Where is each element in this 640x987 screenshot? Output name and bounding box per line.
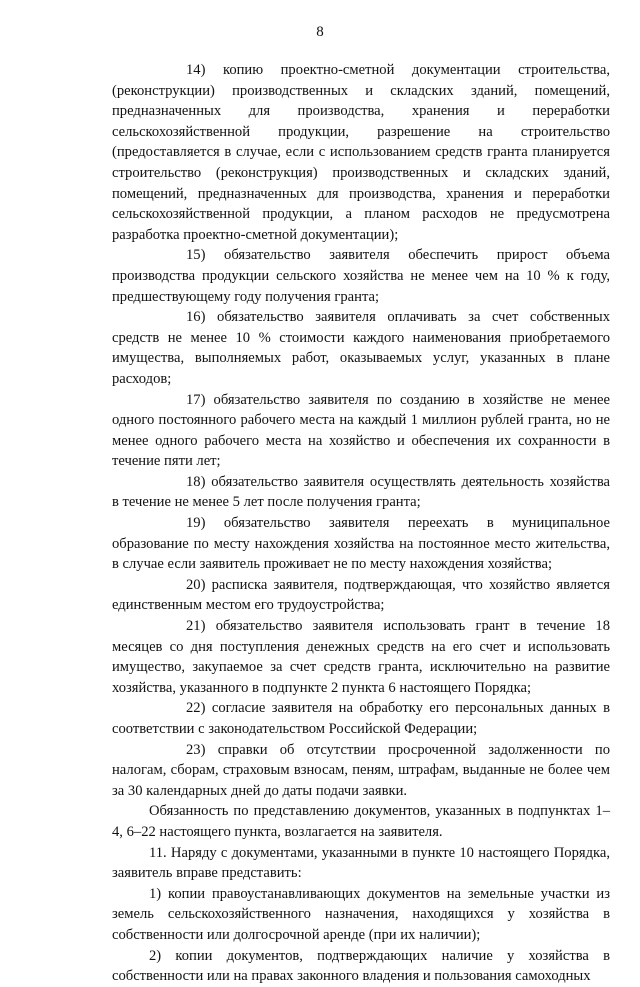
list-item-14 — [112, 60, 610, 245]
item-text: копию проектно-сметной документации строительства, (реконструкции) производственных и складских зданий, помещений, предназначенных для производства, хранения и переработки сельскохозяйственной продукции, разрешение на строительство (предоставляется в случае, если с использованием средств гранта планируется строительство (реконструкция) производственных и складских зданий, помещений, предназначенных для производства, хранения и переработки сельскохозяйственной продукции, а планом расходов не предусмотрена разработка проектно-сметной документации); — [112, 62, 610, 243]
obligation-paragraph — [112, 801, 610, 842]
section-11-paragraph — [112, 843, 610, 884]
paragraph-text: 11. Наряду с документами, указанными в пункте 10 настоящего Порядка, заявитель вправе представить: — [112, 844, 610, 882]
item-number: 20) — [186, 576, 206, 593]
item-text: обязательство заявителя оплачивать за счет собственных средств не менее 10 % стоимости каждого наименования приобретаемого имущества, выполняемых работ, оказываемых услуг, указанных в плане расходов; — [112, 309, 610, 387]
list-item-22 — [112, 698, 610, 739]
list-item-15 — [112, 245, 610, 307]
list-item-18 — [112, 472, 610, 513]
paragraph-text: 2) копии документов, подтверждающих наличие у хозяйства в собственности или на правах законного владения и пользования самоходных — [112, 947, 610, 985]
item-number: 16) — [186, 309, 206, 326]
list-item-16 — [112, 307, 610, 389]
item-text: обязательство заявителя переехать в муниципальное образование по месту нахождения хозяйства на постоянное место жительства, в случае если заявитель проживает не по месту нахождения хозяйства; — [112, 515, 610, 573]
item-text: обязательство заявителя по созданию в хозяйстве не менее одного постоянного рабочего места на каждый 1 миллион рублей гранта, но не менее одного рабочего места на хозяйство и обеспечения их сохранности в течение пяти лет; — [112, 391, 610, 470]
item-number: 22) — [186, 700, 206, 717]
item-text: согласие заявителя на обработку его персональных данных в соответствии с законодательством Российской Федерации; — [112, 700, 610, 737]
item-number: 18) — [186, 473, 206, 490]
item-number: 19) — [186, 515, 206, 532]
subitem-1 — [112, 884, 610, 946]
item-number: 21) — [186, 618, 206, 635]
item-text: обязательство заявителя обеспечить прирост объема производства продукции сельского хозяйства не менее чем на 10 % к году, предшествующему году получения гранта; — [112, 247, 611, 305]
item-number: 15) — [186, 247, 206, 264]
item-number: 23) — [186, 741, 206, 758]
item-text: обязательство заявителя использовать грант в течение 18 месяцев со дня поступления денежных средств на его счет и использовать имущество, закупаемое за счет средств гранта, исключительно на развитие хозяйства, указанного в подпункте 2 пункта 6 настоящего Порядка; — [112, 618, 610, 696]
item-number: 14) — [186, 62, 206, 78]
list-item-21 — [112, 616, 610, 698]
page-number: 8 — [316, 24, 324, 40]
list-item-17 — [112, 390, 610, 472]
paragraph-text: 1) копии правоустанавливающих документов на земельные участки из земель сельскохозяйственного назначения, находящихся у хозяйства в собственности или долгосрочной аренде (при их наличии); — [112, 885, 610, 943]
subitem-2 — [112, 946, 610, 987]
item-number: 17) — [186, 391, 206, 408]
paragraph-text: Обязанность по представлению документов, указанных в подпунктах 1–4, 6–22 настоящего пункта, возлагается на заявителя. — [112, 803, 610, 840]
item-text: справки об отсутствии просроченной задолженности по налогам, сборам, страховым взносам, пеням, штрафам, выданные не более чем за 30 календарных дней до даты подачи заявки. — [112, 741, 610, 799]
list-item-23 — [112, 740, 610, 802]
item-text: обязательство заявителя осуществлять деятельность хозяйства в течение не менее 5 лет после получения гранта; — [112, 473, 610, 511]
item-text: расписка заявителя, подтверждающая, что хозяйство является единственным местом его трудоустройства; — [112, 576, 610, 614]
list-item-20 — [112, 575, 610, 616]
list-item-19 — [112, 513, 610, 575]
document-body — [112, 60, 610, 987]
